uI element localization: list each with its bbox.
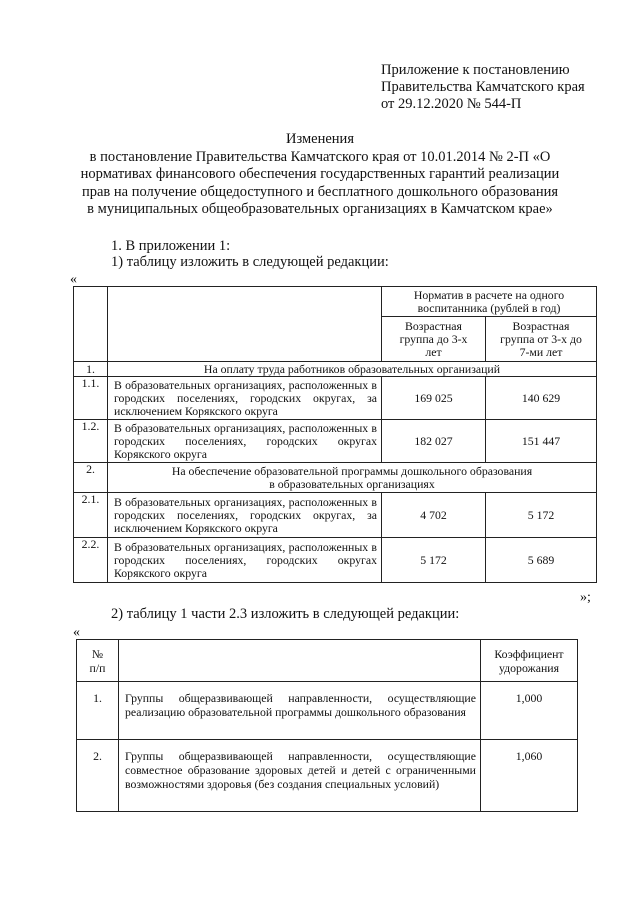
close-quote-1: »; [580, 590, 591, 605]
table-row-desc: В образовательных организациях, расположенных в городских поселениях, городских округах, за исключением Корякского округа [108, 493, 382, 538]
table-row-num: 1. [77, 682, 119, 740]
table-row-desc: В образовательных организациях, расположенных в городских поселениях, городских округах, за исключением Корякского округа [108, 377, 382, 420]
open-quote-2: « [73, 625, 80, 640]
coef-header-coef: Коэффициент удорожания [481, 640, 578, 682]
table-row-value-a: 182 027 [382, 420, 486, 463]
norms-header-col-a: Возрастная группа до 3-х лет [382, 317, 486, 362]
subitem-1-text: 1) таблицу изложить в следующей редакции: [111, 254, 389, 270]
table-row-value-a: 5 172 [382, 538, 486, 583]
table-row-num: 2.2. [74, 538, 108, 583]
open-quote-1: « [70, 272, 77, 287]
norms-header-col-b: Возрастная группа от 3-х до 7-ми лет [486, 317, 597, 362]
table-row-desc: В образовательных организациях, расположенных в городских поселениях, городских округах Корякского округа [108, 538, 382, 583]
title-line-2: нормативах финансового обеспечения государственных гарантий реализации [80, 166, 560, 182]
norms-header-empty-num [74, 287, 108, 362]
subitem-2-text: 2) таблицу 1 части 2.3 изложить в следующей редакции: [111, 606, 460, 622]
approval-header [381, 62, 585, 113]
table-row-value-b: 5 172 [486, 493, 597, 538]
table-row-value-b: 151 447 [486, 420, 597, 463]
approval-line-3: от 29.12.2020 № 544-П [381, 96, 522, 112]
coef-header-empty [119, 640, 481, 682]
norms-header-empty-desc [108, 287, 382, 362]
table-row-section: На оплату труда работников образовательных организаций [108, 362, 597, 377]
table-row-value-a: 169 025 [382, 377, 486, 420]
document-title [0, 131, 640, 219]
table-row-value-b: 140 629 [486, 377, 597, 420]
table-row-section: На обеспечение образовательной программы дошкольного образования в образовательных организациях [108, 463, 597, 493]
norms-table [73, 286, 597, 583]
table-row-value-a: 4 702 [382, 493, 486, 538]
coef-header-num: № п/п [77, 640, 119, 682]
norms-header-norm: Норматив в расчете на одного воспитанника (рублей в год) [382, 287, 597, 317]
table-row-value-b: 5 689 [486, 538, 597, 583]
title-heading: Изменения [286, 131, 354, 147]
table-row-num: 1.2. [74, 420, 108, 463]
table-row-num: 2. [74, 463, 108, 493]
table-row-num: 2. [77, 740, 119, 812]
coefficients-table [76, 639, 578, 812]
table-row-desc: Группы общеразвивающей направленности, осуществляющие совместное образование здоровых детей и детей с ограниченными возможностями здоровья (без создания специальных условий) [119, 740, 481, 812]
table-row-num: 1. [74, 362, 108, 377]
table-row-coef: 1,000 [481, 682, 578, 740]
title-line-1: в постановление Правительства Камчатского края от 10.01.2014 № 2-П «О [89, 148, 551, 165]
table-row-desc: Группы общеразвивающей направленности, осуществляющие реализацию образовательной программы дошкольного образования [119, 682, 481, 740]
item-1-heading: 1. В приложении 1: [111, 238, 231, 254]
table-row-num: 1.1. [74, 377, 108, 420]
table-row-num: 2.1. [74, 493, 108, 538]
approval-line-2: Правительства Камчатского края [381, 79, 585, 95]
table-row-desc: В образовательных организациях, расположенных в городских поселениях, городских округах Корякского округа [108, 420, 382, 463]
table-row-coef: 1,060 [481, 740, 578, 812]
title-line-4: в муниципальных общеобразовательных организациях в Камчатском крае» [87, 201, 553, 217]
approval-line-1: Приложение к постановлению [381, 62, 570, 78]
title-line-3: прав на получение общедоступного и бесплатного дошкольного образования [81, 183, 559, 200]
